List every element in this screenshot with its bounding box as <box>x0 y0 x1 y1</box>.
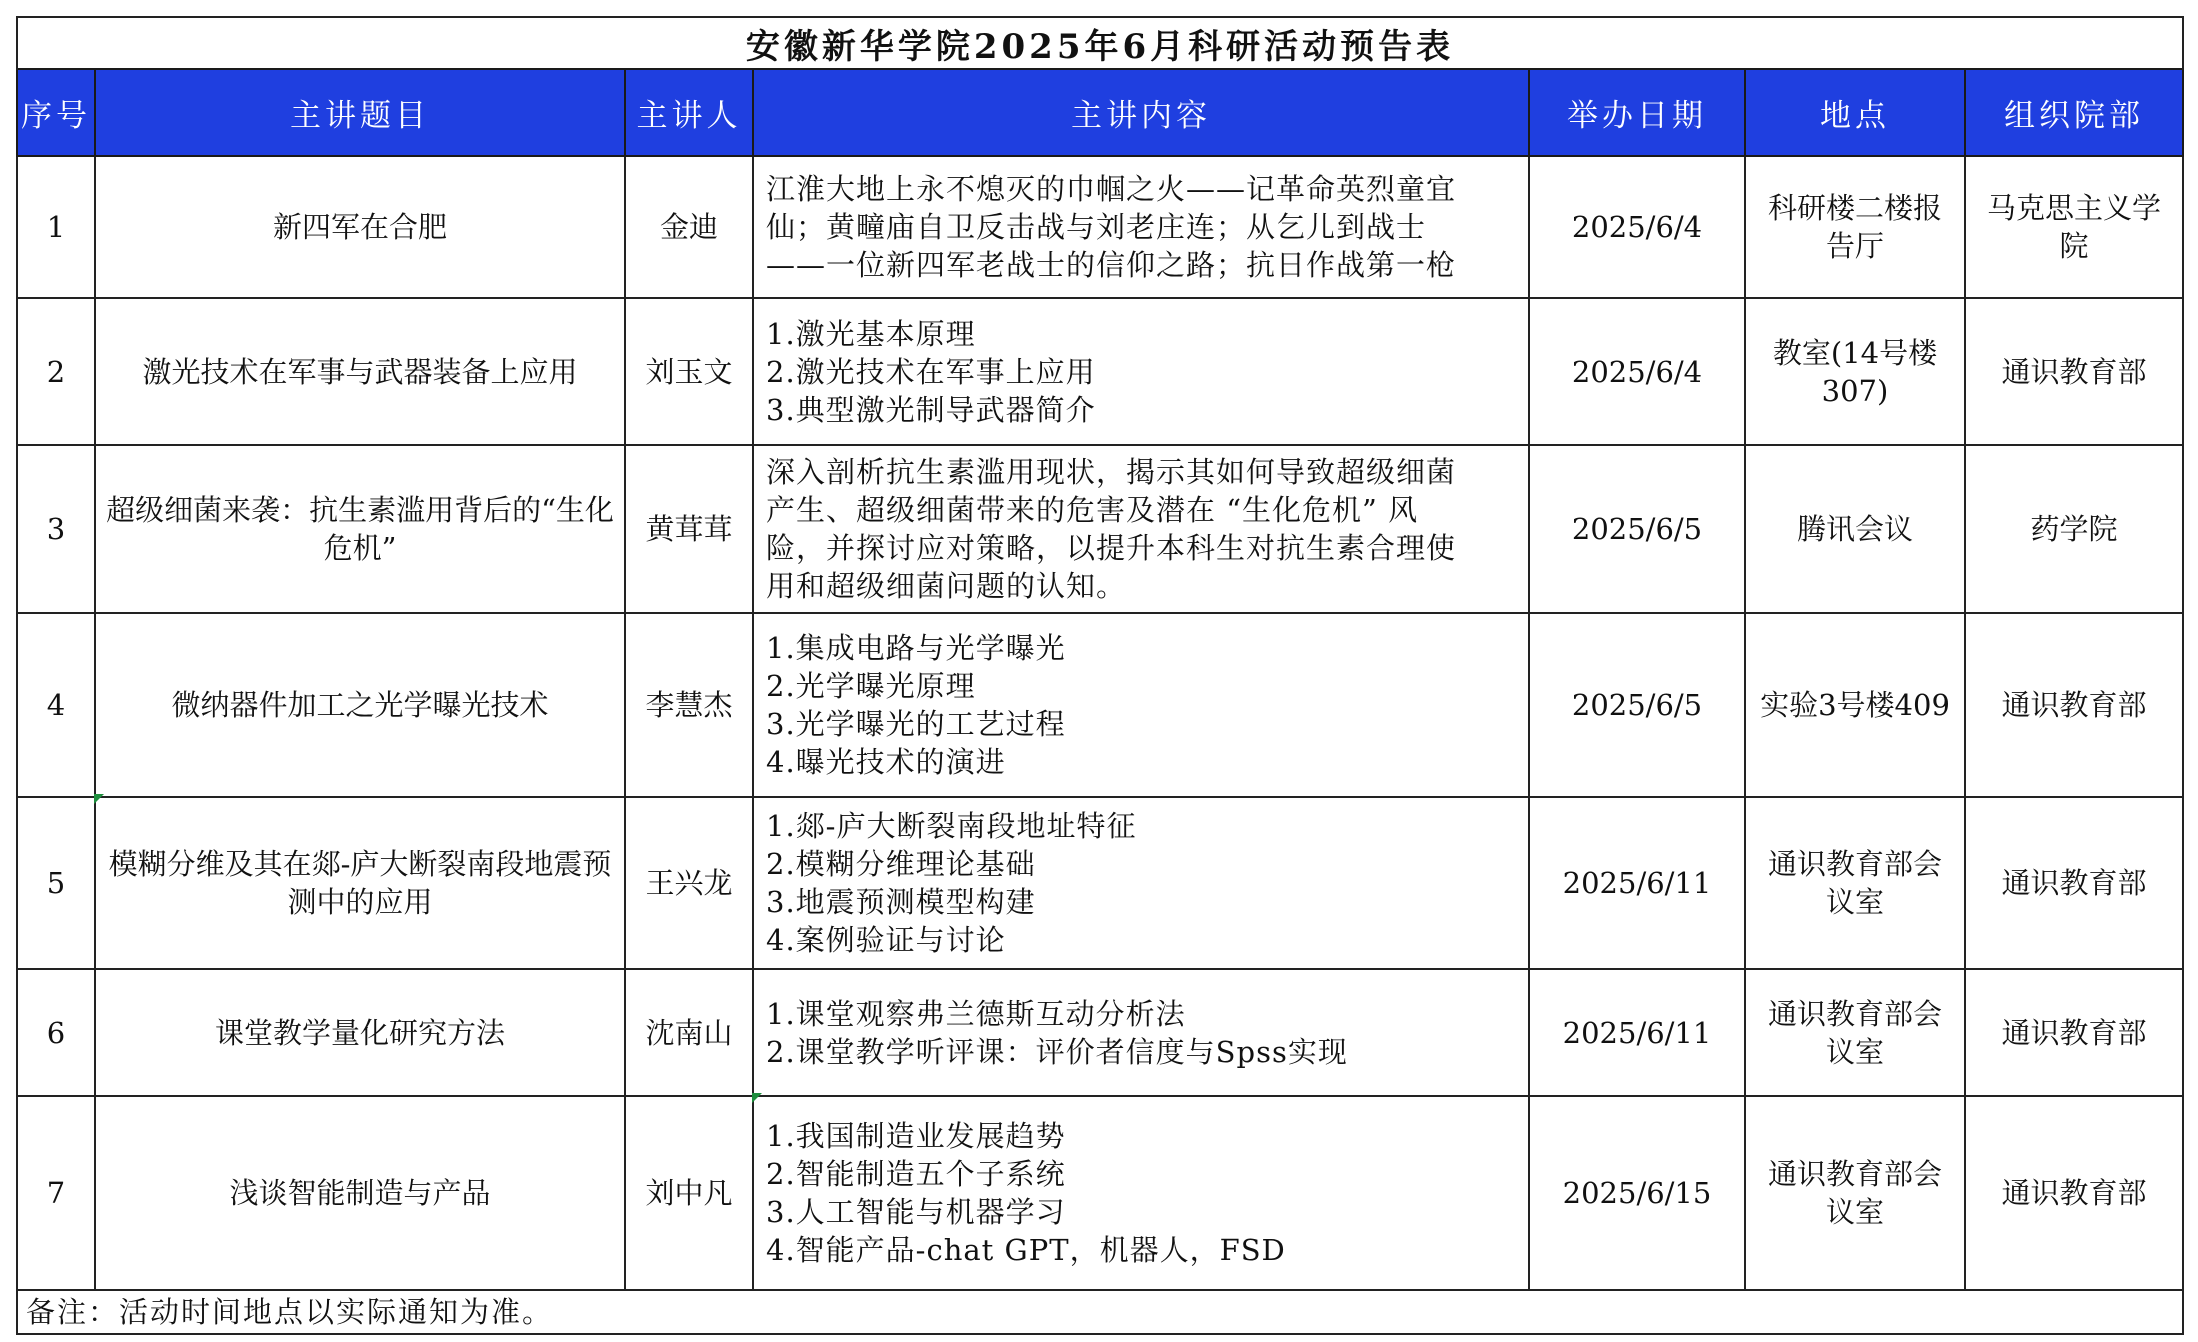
cell-date[interactable]: 2025/6/5 <box>1529 613 1745 797</box>
cell-topic[interactable]: 浅谈智能制造与产品 <box>95 1096 625 1290</box>
table-row <box>17 613 2183 797</box>
cell-speaker[interactable]: 金迪 <box>625 156 753 298</box>
cell-topic[interactable]: 激光技术在军事与武器装备上应用 <box>95 298 625 445</box>
content-line: 1.课堂观察弗兰德斯互动分析法 <box>766 996 1186 1031</box>
cell-no[interactable]: 5 <box>17 797 95 969</box>
content-line: 1.集成电路与光学曝光 <box>766 631 1066 665</box>
content-line: 2.模糊分维理论基础 <box>766 847 1036 881</box>
cell-date[interactable]: 2025/6/5 <box>1529 445 1745 613</box>
content-line: 江淮大地上永不熄灭的巾帼之火——记革命英烈童宜 <box>766 172 1457 206</box>
content-line: 2.课堂教学听评课：评价者信度与Spss实现 <box>766 1034 1348 1069</box>
cell-place[interactable]: 教室(14号楼307) <box>1745 298 1965 445</box>
cell-date[interactable]: 2025/6/11 <box>1529 969 1745 1096</box>
cell-speaker[interactable]: 刘玉文 <box>625 298 753 445</box>
content-line: 深入剖析抗生素滥用现状，揭示其如何导致超级细菌 <box>766 455 1457 489</box>
cell-dept[interactable]: 通识教育部 <box>1965 969 2183 1096</box>
column-header-speaker[interactable]: 主讲人 <box>625 69 753 156</box>
cell-speaker[interactable]: 沈南山 <box>625 969 753 1096</box>
content-line: 2.光学曝光原理 <box>766 669 976 703</box>
column-header-no[interactable]: 序号 <box>17 69 95 156</box>
column-header-content[interactable]: 主讲内容 <box>753 69 1529 156</box>
cell-no[interactable]: 3 <box>17 445 95 613</box>
column-header-date[interactable]: 举办日期 <box>1529 69 1745 156</box>
activity-table <box>16 16 2184 1335</box>
comment-marker-icon[interactable] <box>752 1093 762 1103</box>
cell-place[interactable]: 通识教育部会议室 <box>1745 797 1965 969</box>
cell-place[interactable]: 实验3号楼409 <box>1745 613 1965 797</box>
cell-content[interactable] <box>753 445 1529 613</box>
table-title: 安徽新华学院2025年6月科研活动预告表 <box>17 17 2183 69</box>
cell-speaker[interactable]: 李慧杰 <box>625 613 753 797</box>
schedule-sheet <box>16 16 2182 1335</box>
column-header-dept[interactable]: 组织院部 <box>1965 69 2183 156</box>
cell-place[interactable]: 通识教育部会议室 <box>1745 969 1965 1096</box>
cell-content[interactable] <box>753 797 1529 969</box>
content-line: 用和超级细菌问题的认知。 <box>766 569 1127 603</box>
cell-date[interactable]: 2025/6/11 <box>1529 797 1745 969</box>
table-row <box>17 445 2183 613</box>
cell-speaker[interactable]: 黄茸茸 <box>625 445 753 613</box>
cell-topic[interactable]: 课堂教学量化研究方法 <box>95 969 625 1096</box>
cell-topic[interactable]: 超级细菌来袭：抗生素滥用背后的“生化危机” <box>95 445 625 613</box>
content-line: 险，并探讨应对策略，以提升本科生对抗生素合理使 <box>766 531 1457 565</box>
comment-marker-icon[interactable] <box>94 794 104 804</box>
table-row <box>17 797 2183 969</box>
cell-no[interactable]: 4 <box>17 613 95 797</box>
cell-topic[interactable]: 微纳器件加工之光学曝光技术 <box>95 613 625 797</box>
cell-speaker[interactable]: 刘中凡 <box>625 1096 753 1290</box>
cell-dept[interactable]: 通识教育部 <box>1965 797 2183 969</box>
cell-content[interactable] <box>753 298 1529 445</box>
table-row <box>17 1096 2183 1290</box>
table-row <box>17 156 2183 298</box>
footnote: 备注：活动时间地点以实际通知为准。 <box>17 1290 2183 1334</box>
table-row <box>17 969 2183 1096</box>
cell-no[interactable]: 6 <box>17 969 95 1096</box>
content-line: 2.激光技术在军事上应用 <box>766 354 1096 389</box>
cell-no[interactable]: 7 <box>17 1096 95 1290</box>
content-line: 4.曝光技术的演进 <box>766 745 1006 779</box>
cell-date[interactable]: 2025/6/4 <box>1529 156 1745 298</box>
cell-dept[interactable]: 通识教育部 <box>1965 298 2183 445</box>
content-line: 3.人工智能与机器学习 <box>766 1195 1066 1229</box>
cell-date[interactable]: 2025/6/4 <box>1529 298 1745 445</box>
content-line: 3.地震预测模型构建 <box>766 885 1036 919</box>
column-header-place[interactable]: 地点 <box>1745 69 1965 156</box>
cell-content[interactable] <box>753 613 1529 797</box>
cell-topic[interactable]: 模糊分维及其在郯-庐大断裂南段地震预测中的应用 <box>95 797 625 969</box>
cell-place[interactable]: 通识教育部会议室 <box>1745 1096 1965 1290</box>
cell-date[interactable]: 2025/6/15 <box>1529 1096 1745 1290</box>
content-line: 3.典型激光制导武器简介 <box>766 392 1096 427</box>
content-line: 1.郯-庐大断裂南段地址特征 <box>766 809 1137 843</box>
cell-no[interactable]: 1 <box>17 156 95 298</box>
cell-content[interactable] <box>753 156 1529 298</box>
content-line: 2.智能制造五个子系统 <box>766 1157 1066 1191</box>
content-line: 仙；黄疃庙自卫反击战与刘老庄连；从乞儿到战士 <box>766 210 1427 244</box>
content-line: 1.我国制造业发展趋势 <box>766 1119 1066 1153</box>
cell-dept[interactable]: 马克思主义学院 <box>1965 156 2183 298</box>
cell-content[interactable] <box>753 1096 1529 1290</box>
content-line: 3.光学曝光的工艺过程 <box>766 707 1066 741</box>
cell-speaker[interactable]: 王兴龙 <box>625 797 753 969</box>
cell-dept[interactable]: 药学院 <box>1965 445 2183 613</box>
cell-content[interactable] <box>753 969 1529 1096</box>
cell-no[interactable]: 2 <box>17 298 95 445</box>
header-row <box>17 69 2183 156</box>
content-line: ——一位新四军老战士的信仰之路；抗日作战第一枪 <box>766 248 1457 282</box>
table-row <box>17 298 2183 445</box>
column-header-topic[interactable]: 主讲题目 <box>95 69 625 156</box>
cell-place[interactable]: 腾讯会议 <box>1745 445 1965 613</box>
content-line: 产生、超级细菌带来的危害及潜在 “生化危机” 风 <box>766 493 1419 527</box>
content-line: 1.激光基本原理 <box>766 316 976 351</box>
cell-place[interactable]: 科研楼二楼报告厅 <box>1745 156 1965 298</box>
content-line: 4.案例验证与讨论 <box>766 923 1006 957</box>
cell-topic[interactable]: 新四军在合肥 <box>95 156 625 298</box>
content-line: 4.智能产品-chat GPT，机器人，FSD <box>766 1233 1286 1267</box>
cell-dept[interactable]: 通识教育部 <box>1965 613 2183 797</box>
cell-dept[interactable]: 通识教育部 <box>1965 1096 2183 1290</box>
